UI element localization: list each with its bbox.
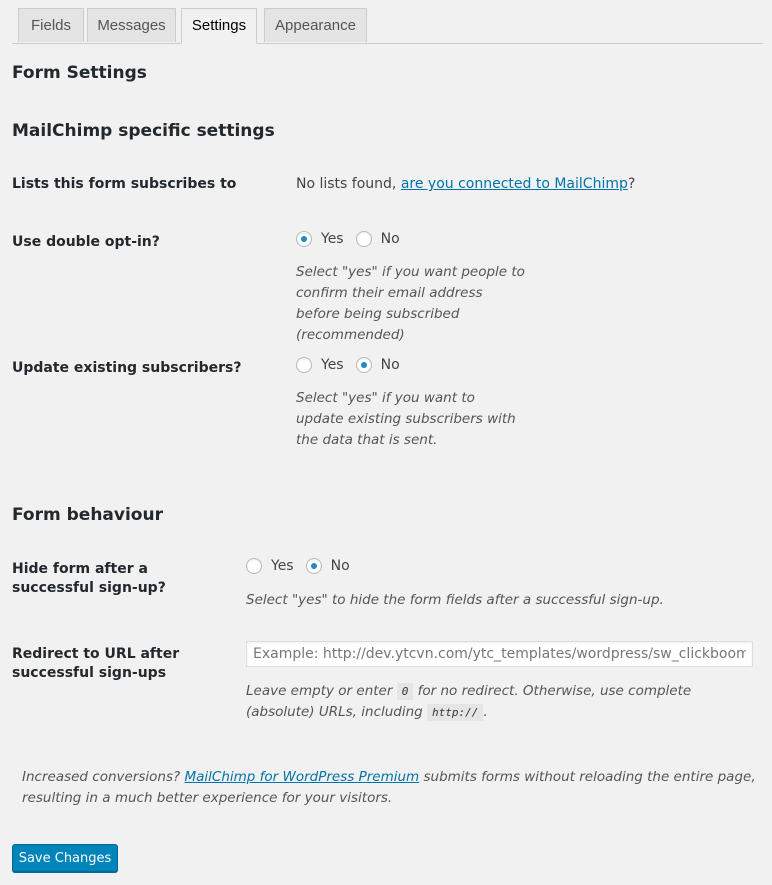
redirect-desc-text: Leave empty or enter [246, 683, 397, 699]
redirect-description [246, 681, 761, 723]
double-optin-label: Use double opt-in? [12, 234, 160, 250]
redirect-label: Redirect to URL after successful sign-ups [12, 646, 180, 681]
form-behaviour-heading: Form behaviour [12, 505, 163, 525]
hide-form-description: Select "yes" to hide the form fields after a successful sign-up. [246, 592, 664, 608]
premium-note-text: Increased conversions? [22, 769, 185, 785]
update-existing-yes-radio[interactable] [296, 357, 312, 373]
double-optin-no-radio[interactable] [356, 231, 372, 247]
redirect-code-http: http:// [427, 704, 483, 721]
premium-link[interactable]: MailChimp for WordPress Premium [184, 769, 420, 785]
redirect-desc-text-2: for no redirect. Otherwise, use complete (absolute) URLs, including [246, 683, 692, 720]
mailchimp-settings-heading: MailChimp specific settings [12, 121, 275, 141]
form-settings-heading: Form Settings [12, 63, 147, 83]
tab-appearance[interactable]: Appearance [264, 8, 367, 42]
update-existing-yes-label[interactable]: Yes [321, 357, 344, 373]
tab-settings[interactable]: Settings [181, 8, 257, 44]
lists-status [296, 174, 635, 195]
tab-fields[interactable]: Fields [18, 8, 84, 42]
update-existing-description: Select "yes" if you want to update existing subscribers with the data that is sent. [296, 390, 516, 448]
update-existing-label: Update existing subscribers? [12, 360, 242, 376]
double-optin-yes-radio[interactable] [296, 231, 312, 247]
hide-form-no-radio[interactable] [306, 558, 322, 574]
hide-form-yes-radio[interactable] [246, 558, 262, 574]
redirect-desc-text-3: . [483, 704, 488, 720]
hide-form-no-label[interactable]: No [330, 558, 350, 574]
save-changes-button[interactable]: Save Changes [12, 844, 118, 872]
double-optin-radio-group [296, 229, 412, 249]
double-optin-no-label[interactable]: No [380, 231, 400, 247]
premium-note [22, 767, 757, 809]
hide-form-label: Hide form after a successful sign-up? [12, 561, 166, 596]
lists-status-text: No lists found, [296, 176, 401, 192]
redirect-code-zero: 0 [397, 683, 414, 700]
tab-bar [12, 8, 763, 44]
update-existing-no-label[interactable]: No [380, 357, 400, 373]
connect-mailchimp-link[interactable]: are you connected to MailChimp [400, 176, 628, 192]
redirect-url-input[interactable] [246, 641, 753, 667]
lists-status-suffix: ? [627, 176, 636, 192]
lists-label: Lists this form subscribes to [12, 176, 237, 192]
hide-form-radio-group [246, 556, 362, 576]
premium-note-text-2: submits forms without reloading the entire page, resulting in a much better experience for your visitors. [22, 769, 756, 806]
update-existing-no-radio[interactable] [356, 357, 372, 373]
double-optin-description: Select "yes" if you want people to confirm their email address before being subscribed (recommended) [296, 264, 525, 343]
tab-messages[interactable]: Messages [87, 8, 176, 42]
update-existing-radio-group [296, 355, 412, 375]
hide-form-yes-label[interactable]: Yes [271, 558, 294, 574]
double-optin-yes-label[interactable]: Yes [321, 231, 344, 247]
